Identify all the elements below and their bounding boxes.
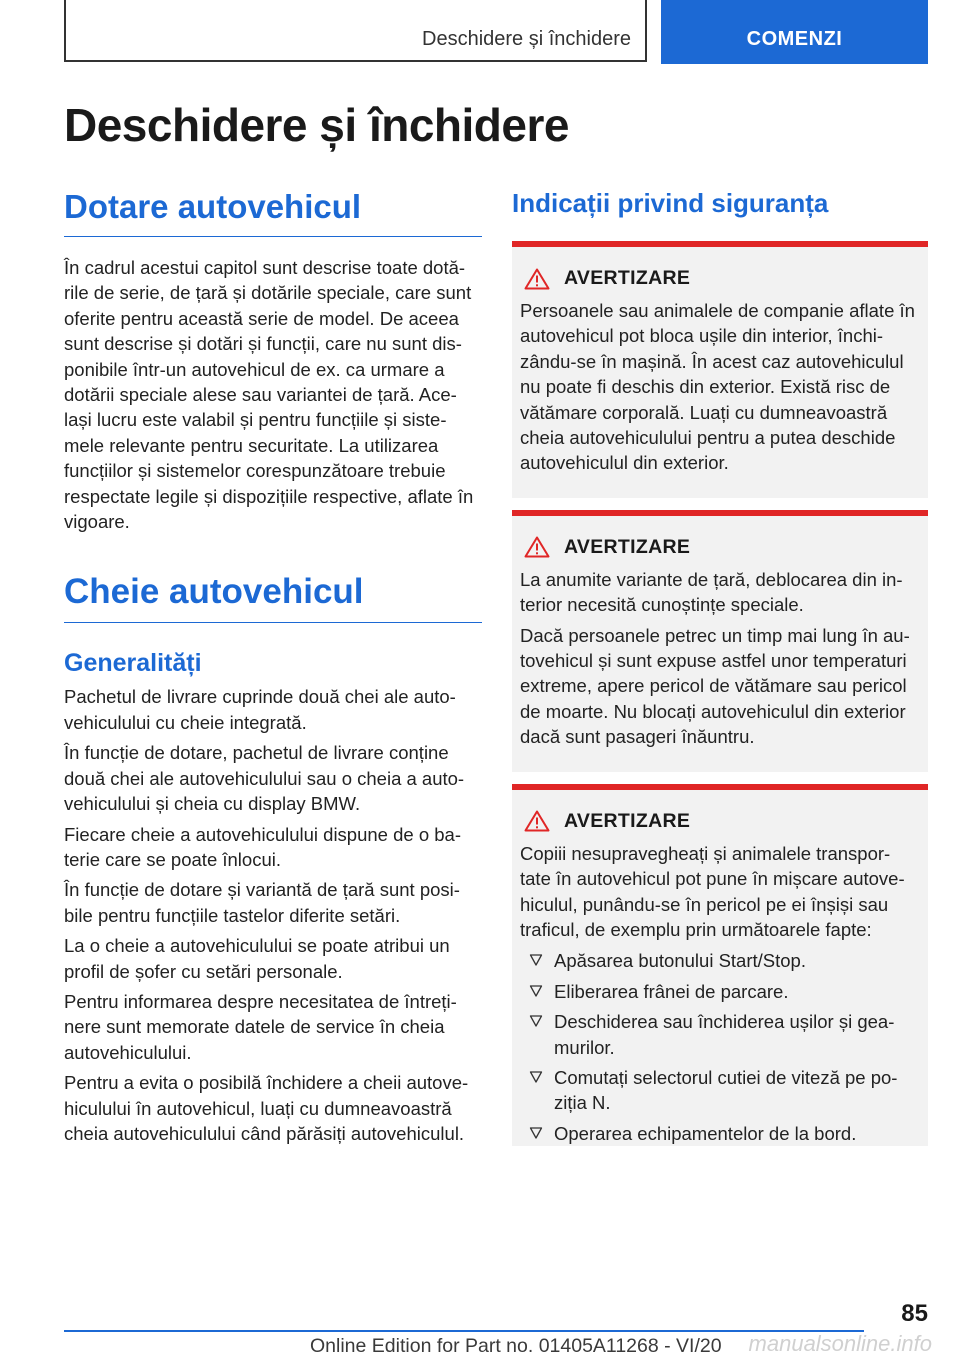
warning-box-1 bbox=[512, 241, 928, 498]
warning-header bbox=[524, 267, 920, 290]
footer-divider bbox=[64, 1330, 864, 1332]
warning-label: AVERTIZARE bbox=[564, 267, 691, 289]
warning-triangle-icon bbox=[524, 536, 550, 558]
bullet-triangle-icon bbox=[529, 953, 543, 967]
paragraph-general-7: Pentru a evita o posibilă închidere a cheii autove-hiculului în autovehicul, luați cu dumneavoastră cheia autovehiculului când părăsiți autovehiculul. bbox=[64, 1072, 469, 1144]
list-item bbox=[520, 948, 920, 973]
warning-header bbox=[524, 536, 920, 559]
warning-header bbox=[524, 810, 920, 833]
paragraph-general-4: În funcție de dotare și variantă de țară sunt posi-bile pentru funcțiile tastelor diferite setări. bbox=[64, 879, 460, 926]
bullet-text: Comutați selectorul cutiei de viteză pe po-ziția N. bbox=[554, 1066, 898, 1114]
section-tab-label: COMENZI bbox=[746, 28, 843, 50]
chapter-box bbox=[64, 0, 647, 62]
section-tab[interactable] bbox=[661, 0, 928, 64]
page-title: Deschidere și închidere bbox=[64, 99, 569, 151]
paragraph-general-1: Pachetul de livrare cuprinde două chei ale auto-vehiculului cu cheie integrată. bbox=[64, 686, 456, 733]
paragraph-equipment: În cadrul acestui capitol sunt descrise toate dotă-rile de serie, de țară și dotările speciale, care sunt oferite pentru această serie de model. De aceea sunt descrise și dotări și funcții, care nu sunt dis-ponibile într-un autovehicul de ex. ca urmare a dotării speciale alese sau variantei de țară. Ace-lași lucru este valabil și pentru funcțiile și siste-mele relevante pentru securitate. La utilizarea funcțiilor și sistemelor corespunzătoare trebuie respectate legile și dispozițiile respective, aflate în vigoare. bbox=[64, 257, 474, 533]
warning-box-2 bbox=[512, 510, 928, 772]
warning-text-3: Copiii nesupravegheați și animalele transpor-tate în autovehicul pot pune în mișcare autove-hiculul, punându-se în pericol pe ei înșiși sau traficul, de exemplu prin următoarele fapte: bbox=[520, 842, 905, 940]
chapter-title: Deschidere și închidere bbox=[422, 28, 631, 50]
bullet-triangle-icon bbox=[529, 984, 543, 998]
right-column bbox=[512, 188, 928, 1146]
warning-triangle-icon bbox=[524, 268, 550, 290]
list-item bbox=[520, 979, 920, 1004]
bullet-triangle-icon bbox=[529, 1070, 543, 1084]
warning-text-2b: Dacă persoanele petrec un timp mai lung în au-tovehicul și sunt expuse astfel unor temperaturi extreme, apere pericol de vătămare sau pericol de moarte. Nu blocați autovehiculul din exterior dacă sunt pasageri înăuntru. bbox=[520, 624, 910, 748]
paragraph-general-6: Pentru informarea despre necesitatea de întreți-nere sunt memorate datele de service în cheia autovehiculului. bbox=[64, 990, 457, 1063]
warning-label: AVERTIZARE bbox=[564, 809, 691, 832]
bullet-text: Operarea echipamentelor de la bord. bbox=[554, 1122, 857, 1144]
footer-edition: Online Edition for Part no. 01405A11268 - VI/20 bbox=[310, 1335, 722, 1357]
bullet-triangle-icon bbox=[529, 1014, 543, 1028]
heading-equipment: Dotare autovehicul bbox=[64, 188, 482, 237]
warning-label: AVERTIZARE bbox=[564, 535, 691, 558]
heading-vehicle-key: Cheie autovehicul bbox=[64, 572, 482, 623]
left-column bbox=[64, 188, 482, 1146]
heading-safety: Indicații privind siguranța bbox=[512, 188, 829, 218]
heading-general: Generalități bbox=[64, 649, 202, 678]
watermark: manualsonline.info bbox=[748, 1331, 932, 1356]
warning-bullet-list bbox=[520, 948, 920, 1146]
warning-box-3 bbox=[512, 784, 928, 1146]
list-item bbox=[520, 1121, 920, 1146]
paragraph-general-5: La o cheie a autovehiculului se poate atribui un profil de șofer cu setări personale. bbox=[64, 935, 450, 982]
paragraph-general-3: Fiecare cheie a autovehiculului dispune de o ba-terie care se poate înlocui. bbox=[64, 823, 461, 870]
list-item bbox=[520, 1009, 920, 1060]
page-number: 85 bbox=[901, 1300, 928, 1327]
warning-triangle-icon bbox=[524, 810, 550, 832]
list-item bbox=[520, 1065, 920, 1116]
page-header bbox=[64, 0, 928, 64]
warning-text-1: Persoanele sau animalele de companie aflate în autovehicul pot bloca ușile din interior, închi-zându-se în mașină. În acest caz autovehiculul nu poate fi deschis din exterior. Există risc de vătămare corporală. Luați cu dumneavoastră cheia autovehiculului pentru a putea deschide autovehiculul din exterior. bbox=[520, 300, 915, 474]
bullet-triangle-icon bbox=[529, 1126, 543, 1140]
paragraph-general-2: În funcție de dotare, pachetul de livrare conține două chei ale autovehiculului sau o cheia a auto-vehiculului și cheia cu display BMW. bbox=[64, 742, 465, 815]
bullet-text: Apăsarea butonului Start/Stop. bbox=[554, 950, 806, 972]
bullet-text: Eliberarea frânei de parcare. bbox=[554, 980, 789, 1002]
warning-text-2a: La anumite variante de țară, deblocarea din in-terior necesită cunoștințe speciale. bbox=[520, 568, 903, 616]
bullet-text: Deschiderea sau închiderea ușilor și gea-murilor. bbox=[554, 1011, 895, 1058]
